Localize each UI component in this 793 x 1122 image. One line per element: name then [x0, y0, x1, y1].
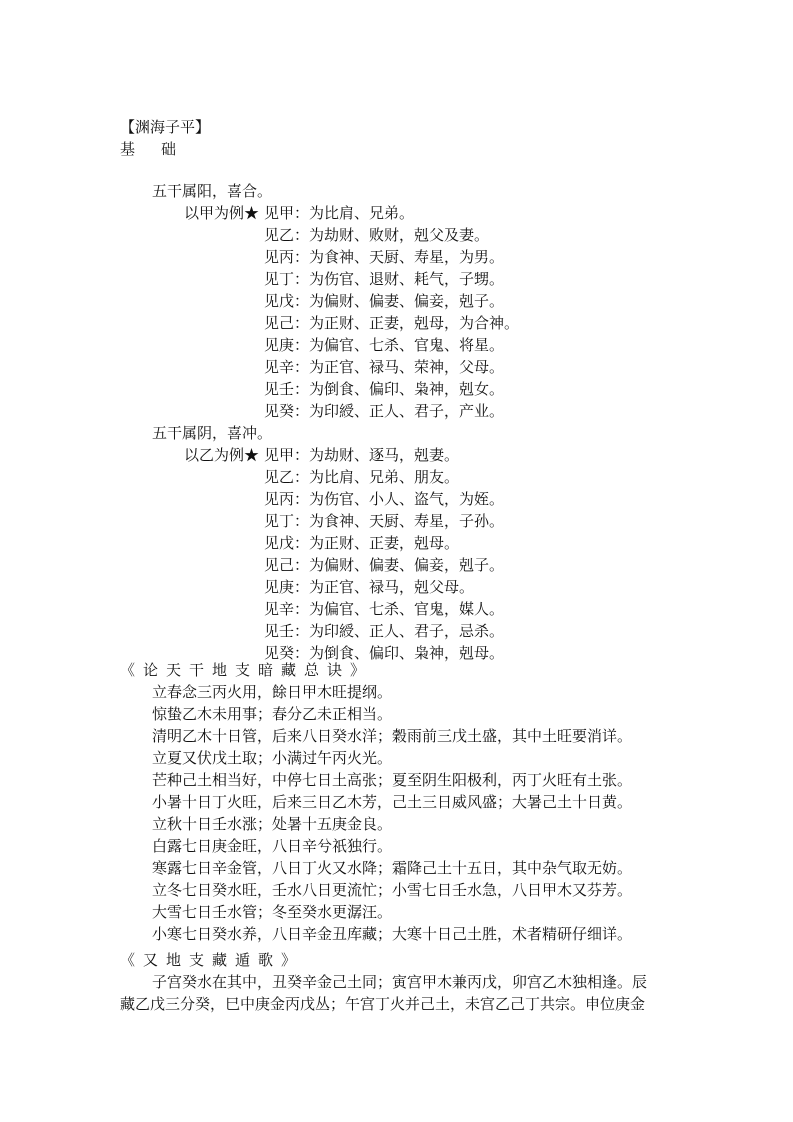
yin-entry: 见壬：为印綬、正人、君子，忌杀。: [264, 622, 505, 640]
yin-entry: 见辛：为偏官、七杀、官鬼，媒人。: [264, 600, 505, 618]
yin-entry: 见乙：为比肩、兄弟、朋友。: [264, 468, 460, 486]
yin-entry: 见丁：为食神、天厨、寿星，子孙。: [264, 512, 505, 530]
verse-line: 清明乙木十日管，后来八日癸水洋；穀雨前三戊土盛，其中土旺要消详。: [152, 727, 633, 745]
lun-section-heading: 《论天干地支暗藏总诀》: [120, 661, 374, 679]
verse-line: 立夏又伏戊土取；小满过午丙火光。: [152, 749, 393, 767]
paragraph-line: 藏乙戊三分癸，巳中庚金丙戊丛；午宫丁火并己土，未宫乙己丁共宗。申位庚金: [120, 995, 646, 1013]
yang-entry: 见庚：为偏官、七杀、官鬼、将星。: [264, 336, 505, 354]
verse-line: 寒露七日辛金管，八日丁火又水降；霜降己土十五日，其中杂气取无妨。: [152, 859, 633, 877]
yin-example-label: 以乙为例★: [184, 446, 260, 464]
yang-entry: 见戊：为偏财、偏妻、偏妾，剋子。: [264, 292, 505, 310]
paragraph-line: 子宫癸水在其中，丑癸辛金己土同；寅宫甲木兼丙戊，卯宫乙木独相逢。辰: [152, 973, 648, 991]
yang-entry: 见乙：为劫财、败财，剋父及妻。: [264, 226, 490, 244]
yang-entry: 见癸：为印綬、正人、君子，产业。: [264, 402, 505, 420]
verse-line: 芒种己土相当好，中停七日土高张；夏至阴生阳极利，丙丁火旺有土张。: [152, 771, 633, 789]
yin-entry: 见甲：为劫财、逐马，剋妻。: [264, 446, 460, 464]
verse-line: 白露七日庚金旺，八日辛兮祇独行。: [152, 837, 393, 855]
yang-stems-header: 五干属阳，喜合。: [152, 182, 273, 200]
yin-entry: 见丙：为伤官、小人、盗气，为姪。: [264, 490, 505, 508]
verse-line: 惊蛰乙木未用事；春分乙未正相当。: [152, 705, 393, 723]
verse-line: 小暑十日丁火旺，后来三日乙木芳，己土三日威风盛；大暑己土十日黄。: [152, 793, 633, 811]
document-title: 【渊海子平】: [120, 118, 211, 136]
verse-line: 大雪七日壬水管；冬至癸水更潺汪。: [152, 903, 393, 921]
yang-example-label: 以甲为例★: [184, 204, 260, 222]
verse-line: 立秋十日壬水涨；处暑十五庚金良。: [152, 815, 393, 833]
verse-line: 立春念三丙火用，餘日甲木旺提纲。: [152, 683, 393, 701]
yang-entry: 见甲：为比肩、兄弟。: [264, 204, 415, 222]
yang-entry: 见壬：为倒食、偏印、枭神，剋女。: [264, 380, 505, 398]
yin-stems-header: 五干属阴，喜冲。: [152, 424, 273, 442]
yin-entry: 见癸：为倒食、偏印、枭神，剋母。: [264, 644, 505, 662]
yin-entry: 见庚：为正官、禄马，剋父母。: [264, 578, 475, 596]
yin-entry: 见己：为偏财、偏妻、偏妾，剋子。: [264, 556, 505, 574]
verse-line: 小寒七日癸水养，八日辛金丑库藏；大寒十日己土胜，术者精研仔细详。: [152, 925, 633, 943]
yang-entry: 见己：为正财、正妻，剋母，为合神。: [264, 314, 520, 332]
yang-entry: 见丙：为食神、天厨、寿星，为男。: [264, 248, 505, 266]
you-section-heading: 《又地支藏遁歌》: [120, 951, 305, 969]
yang-entry: 见辛：为正官、禄马、荣神，父母。: [264, 358, 505, 376]
verse-line: 立冬七日癸水旺，壬水八日更流忙；小雪七日壬水急，八日甲木又芬芳。: [152, 881, 633, 899]
yin-entry: 见戊：为正财、正妻，剋母。: [264, 534, 460, 552]
yang-entry: 见丁：为伤官、退财、耗气，子甥。: [264, 270, 505, 288]
section-subtitle: 基础: [120, 140, 203, 158]
